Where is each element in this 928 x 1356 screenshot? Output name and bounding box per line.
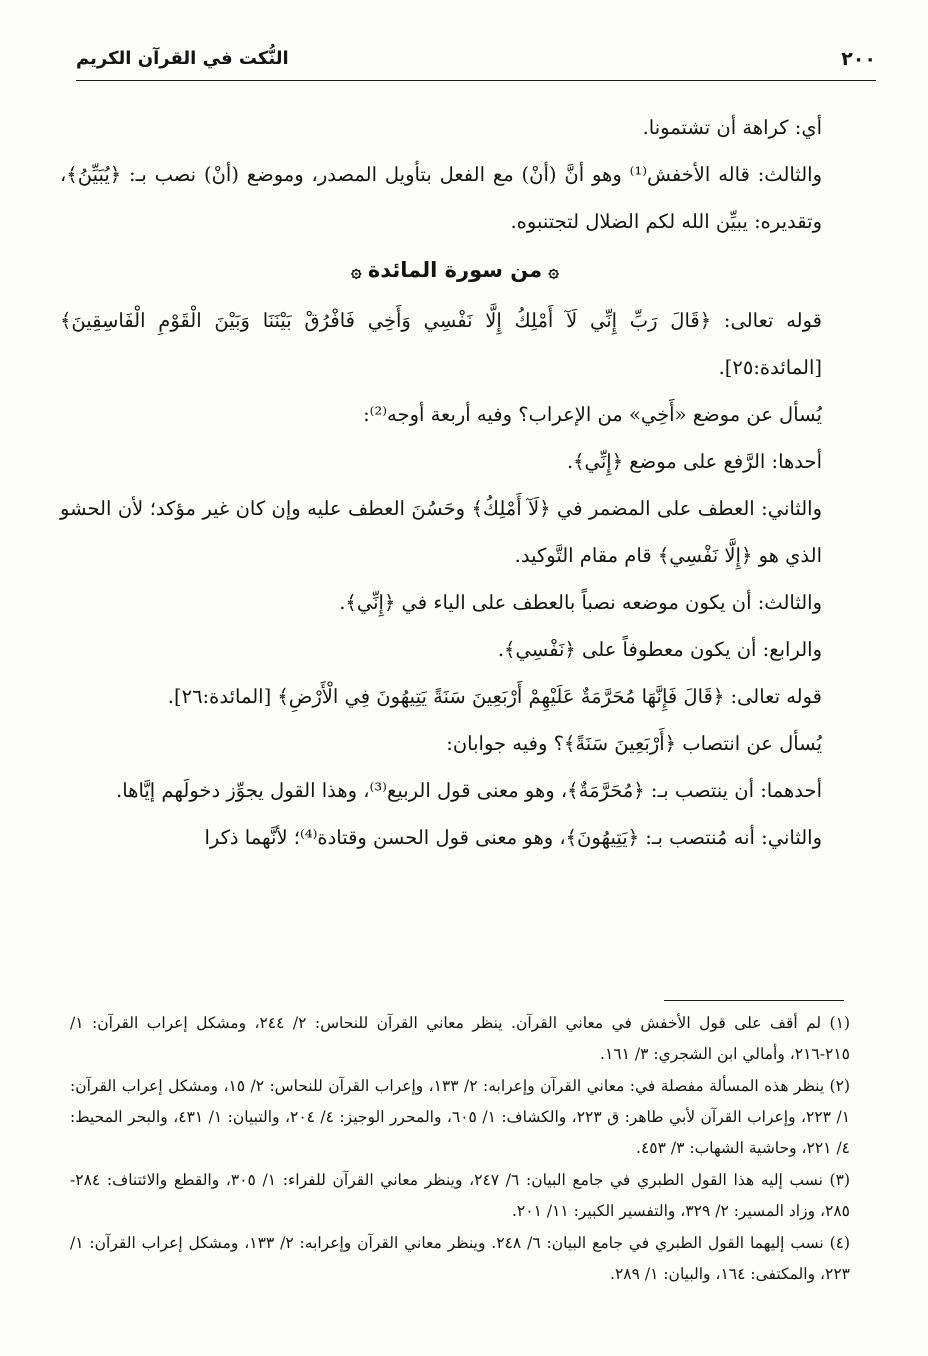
paragraph: والثاني: العطف على المضمر في ﴿لَآ أَمْلِكُ﴾ وحَسُنَ العطف عليه وإن كان غير مؤكد؛ لأن الحشو الذي هو ﴿إِلَّا نَفْسِي﴾ قام مقام التَّوكيد. (60, 497, 822, 567)
main-text (60, 104, 850, 861)
section-heading-text: من سورة المائدة (367, 258, 543, 282)
ornament-icon: ۞ (542, 261, 559, 282)
footnote: (٢) ينظر هذه المسألة مفصلة في: معاني القرآن وإعرابه: ٢/ ١٣٣، وإعراب القرآن للنحاس: ٢/ ١٥، ومشكل إعراب القرآن: ١/ ٢٢٣، وإعراب القرآن لأبي طاهر: ق ٢٢٣، والكشاف: ١/ ٦٠٥، والمحرر الوجيز: ٤/ ٢٠٤، والتبيان: ١/ ٤٣١، والبحر المحيط: ٤/ ٢٢١، وحاشية الشهاب: ٣/ ٤٥٣. (70, 1077, 851, 1157)
page-number: ٢٠٠ (841, 48, 876, 70)
paragraph: قوله تعالى: ﴿قَالَ رَبِّ إِنِّي لَآ أَمْلِكُ إِلَّا نَفْسِي وَأَخِي فَافْرُقْ بَيْنَنَا وَبَيْنَ الْقَوْمِ الْفَاسِقِينَ﴾ [المائدة:٢٥]. (60, 309, 822, 379)
paragraph: يُسأل عن موضع «أَخِي» من الإعراب؟ وفيه أربعة أوجه⁽²⁾: (363, 403, 822, 426)
paragraph: والثالث: قاله الأخفش⁽¹⁾ وهو أنَّ (أنْ) مع الفعل بتأويل المصدر، وموضع (أنْ) نصب بـ: ﴿يُبَيِّنُ﴾، وتقديره: يبيِّن الله لكم الضلال لتجتنبوه. (60, 163, 822, 233)
paragraph: أحدها: الرَّفع على موضع ﴿إِنِّي﴾. (566, 450, 822, 473)
ornament-icon: ۞ (351, 261, 368, 282)
paragraph: والرابع: أن يكون معطوفاً على ﴿نَفْسِي﴾. (497, 638, 822, 661)
footnote: (٤) نسب إليهما القول الطبري في جامع البيان: ٦/ ٢٤٨. وينظر معاني القرآن وإعرابه: ٢/ ١٣٣، ومشكل إعراب القرآن: ١/ ٢٢٣، والمكتفى: ١٦٤، والبيان: ١/ ٢٨٩. (70, 1234, 851, 1283)
paragraph: أحدهما: أن ينتصب بـ: ﴿مُحَرَّمَةٌ﴾، وهو معنى قول الربيع⁽³⁾، وهذا القول يجوِّز دخولَهم إيَّاها. (116, 779, 822, 802)
section-heading (60, 245, 850, 297)
running-title: النُّكت في القرآن الكريم (76, 48, 289, 69)
paragraph: والثالث: أن يكون موضعه نصباً بالعطف على الياء في ﴿إِنِّي﴾. (339, 591, 822, 614)
paragraph: أي: كراهة أن تشتمونا. (642, 116, 822, 139)
paragraph: والثاني: أنه مُنتصب بـ: ﴿يَتِيهُونَ﴾، وهو معنى قول الحسن وقتادة⁽⁴⁾؛ لأنَّهما ذكرا (204, 826, 822, 849)
paragraph: يُسأل عن انتصاب ﴿أَرْبَعِينَ سَنَةً﴾؟ وفيه جوابان: (446, 732, 822, 755)
footnote-separator (664, 1000, 844, 1001)
page-header (76, 44, 876, 81)
paragraph: قوله تعالى: ﴿قَالَ فَإِنَّهَا مُحَرَّمَةٌ عَلَيْهِمْ أَرْبَعِينَ سَنَةً يَتِيهُونَ فِي الْأَرْضِ﴾ [المائدة:٢٦]. (167, 685, 822, 708)
footnote: (١) لم أقف على قول الأخفش في معاني القرآن. ينظر معاني القرآن للنحاس: ٢/ ٢٤٤، ومشكل إعراب القرآن: ١/ ٢١٥-٢١٦، وأمالي ابن الشجري: ٣/ ١٦١. (70, 1014, 850, 1063)
footnotes (70, 1008, 850, 1291)
footnote: (٣) نسب إليه هذا القول الطبري في جامع البيان: ٦/ ٢٤٧، وينظر معاني القرآن للفراء: ١/ ٣٠٥، والقطع والائتناف: ٢٨٤- ٢٨٥، وزاد المسير: ٢/ ٣٢٩، والتفسير الكبير: ١١/ ٢٠١. (70, 1171, 850, 1220)
